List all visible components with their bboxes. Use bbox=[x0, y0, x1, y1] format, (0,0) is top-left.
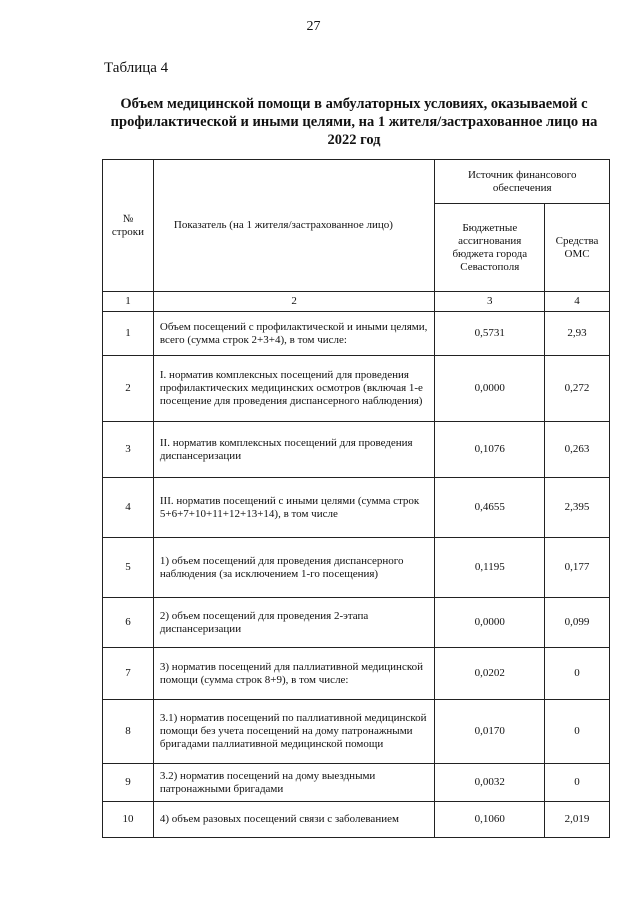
header-indicator: Показатель (на 1 жителя/застрахованное лицо) bbox=[153, 160, 435, 292]
row-label: 3.2) норматив посещений на дому выездными патронажными бригадами bbox=[153, 764, 435, 802]
col-num-1: 1 bbox=[103, 292, 154, 312]
col-num-2: 2 bbox=[153, 292, 435, 312]
table-row bbox=[103, 356, 610, 422]
row-label: 2) объем посещений для проведения 2-этапа диспансеризации bbox=[153, 598, 435, 648]
table-row bbox=[103, 764, 610, 802]
row-label: I. норматив комплексных посещений для проведения профилактических медицинских осмотров (включая 1-е посещение для проведения диспансерного наблюдения) bbox=[153, 356, 435, 422]
row-budget: 0,0202 bbox=[435, 648, 545, 700]
row-label: 3.1) норматив посещений по паллиативной медицинской помощи без учета посещений на дому патронажными бригадами паллиативной медицинской помощи bbox=[153, 700, 435, 764]
table-row bbox=[103, 598, 610, 648]
row-budget: 0,0000 bbox=[435, 356, 545, 422]
row-budget: 0,0170 bbox=[435, 700, 545, 764]
row-label: III. норматив посещений с иными целями (сумма строк 5+6+7+10+11+12+13+14), в том числе bbox=[153, 478, 435, 538]
row-oms: 2,93 bbox=[545, 312, 610, 356]
row-label: 3) норматив посещений для паллиативной медицинской помощи (сумма строк 8+9), в том числе: bbox=[153, 648, 435, 700]
table-row bbox=[103, 700, 610, 764]
row-budget: 0,0032 bbox=[435, 764, 545, 802]
row-oms: 0 bbox=[545, 648, 610, 700]
header-budget: Бюджетные ассигнования бюджета города Севастополя bbox=[435, 204, 545, 292]
row-number: 7 bbox=[103, 648, 154, 700]
table-row bbox=[103, 478, 610, 538]
row-label: 4) объем разовых посещений связи с заболеванием bbox=[153, 802, 435, 838]
page-number: 27 bbox=[306, 19, 321, 34]
row-number: 3 bbox=[103, 422, 154, 478]
col-num-4: 4 bbox=[545, 292, 610, 312]
row-oms: 0,099 bbox=[545, 598, 610, 648]
row-budget: 0,1076 bbox=[435, 422, 545, 478]
table-title: Объем медицинской помощи в амбулаторных условиях, оказываемой с профилактической и иными целями, на 1 жителя/застрахованное лицо на 2022 год bbox=[110, 96, 598, 148]
row-number: 4 bbox=[103, 478, 154, 538]
table-row bbox=[103, 538, 610, 598]
row-number: 8 bbox=[103, 700, 154, 764]
table-row bbox=[103, 802, 610, 838]
row-budget: 0,0000 bbox=[435, 598, 545, 648]
row-budget: 0,1060 bbox=[435, 802, 545, 838]
row-budget: 0,1195 bbox=[435, 538, 545, 598]
row-oms: 0 bbox=[545, 700, 610, 764]
data-table bbox=[102, 159, 610, 838]
row-number: 5 bbox=[103, 538, 154, 598]
row-oms: 2,395 bbox=[545, 478, 610, 538]
row-oms: 0,272 bbox=[545, 356, 610, 422]
row-number: 9 bbox=[103, 764, 154, 802]
row-label: II. норматив комплексных посещений для проведения диспансеризации bbox=[153, 422, 435, 478]
row-number: 2 bbox=[103, 356, 154, 422]
row-number: 6 bbox=[103, 598, 154, 648]
row-oms: 0,263 bbox=[545, 422, 610, 478]
row-oms: 2,019 bbox=[545, 802, 610, 838]
col-num-3: 3 bbox=[435, 292, 545, 312]
table-row bbox=[103, 648, 610, 700]
row-oms: 0 bbox=[545, 764, 610, 802]
row-label: Объем посещений с профилактической и иными целями, всего (сумма строк 2+3+4), в том числе: bbox=[153, 312, 435, 356]
table-label: Таблица 4 bbox=[104, 60, 169, 76]
table-row bbox=[103, 312, 610, 356]
row-number: 1 bbox=[103, 312, 154, 356]
header-source: Источник финансового обеспечения bbox=[435, 160, 610, 204]
header-row-no: № строки bbox=[103, 160, 154, 292]
row-budget: 0,4655 bbox=[435, 478, 545, 538]
row-label: 1) объем посещений для проведения диспансерного наблюдения (за исключением 1-го посещения) bbox=[153, 538, 435, 598]
header-oms: Средства ОМС bbox=[545, 204, 610, 292]
row-number: 10 bbox=[103, 802, 154, 838]
row-budget: 0,5731 bbox=[435, 312, 545, 356]
table-row bbox=[103, 422, 610, 478]
row-oms: 0,177 bbox=[545, 538, 610, 598]
